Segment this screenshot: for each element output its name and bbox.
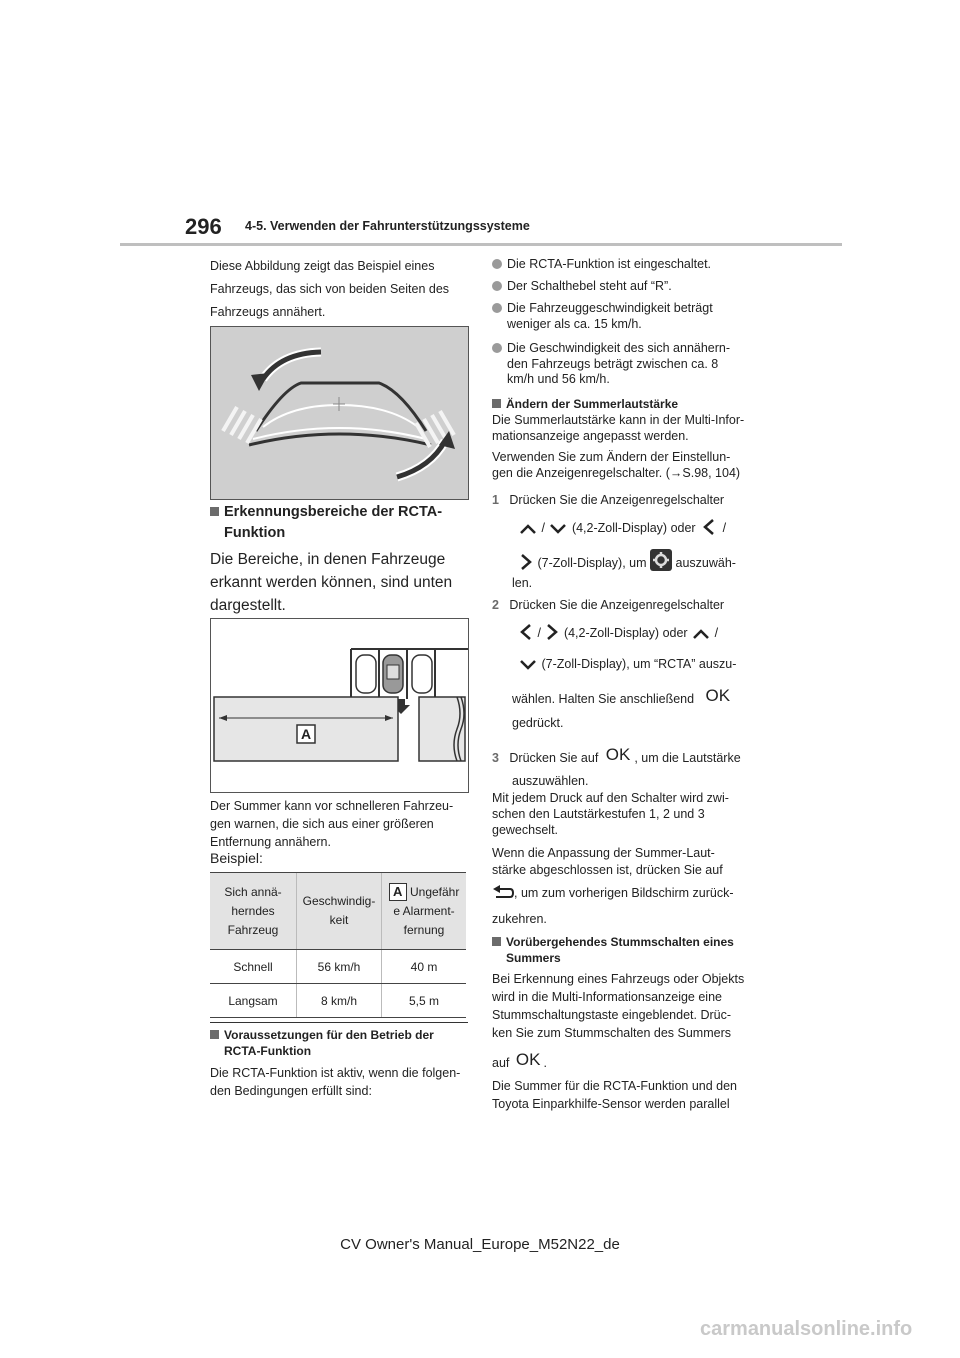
- chevron-right-icon: [518, 553, 534, 571]
- page-number: 296: [185, 214, 222, 239]
- text-line: Fahrzeugs annähert.: [210, 305, 326, 319]
- detection-areas-heading: Erkennungsbereiche der RCTA- Funktion: [210, 502, 472, 544]
- mute-heading: Vorübergehendes Stummschalten eines Summers: [492, 934, 762, 966]
- step-1-line-3: (7-Zoll-Display), um auszuwäh-: [518, 549, 768, 572]
- section-square-icon: [210, 507, 219, 516]
- chevron-up-icon: [518, 522, 538, 536]
- table: [210, 872, 466, 1018]
- alarm-distance-table: [210, 872, 466, 1018]
- step-2-line-3: (7-Zoll-Display), um “RCTA” auszu-: [518, 655, 768, 673]
- detection-area-graphic: [211, 619, 468, 792]
- back-note: , um zum vorherigen Bildschirm zurück-: [492, 884, 762, 902]
- settings-gear-icon: [650, 549, 672, 571]
- bullet-icon: [492, 343, 502, 353]
- back-arrow-icon: [492, 885, 514, 901]
- volume-heading: Ändern der Summerlautstärke: [492, 396, 678, 412]
- rear-view-illustration: [210, 326, 469, 500]
- detection-area-diagram: [210, 618, 469, 793]
- back-note-2: zukehren.: [492, 912, 547, 926]
- label-a-badge: A: [389, 883, 407, 901]
- text-line: Fahrzeugs, das sich von beiden Seiten des: [210, 282, 450, 296]
- ok-button-icon: OK: [705, 686, 731, 705]
- step-3-line-2: auszuwählen.: [512, 774, 589, 788]
- step-2-buttons: / (4,2-Zoll-Display) oder /: [518, 623, 768, 642]
- rear-view-graphic: [211, 327, 468, 499]
- table-header-cell: A Ungefähr e Alarment- fernung: [382, 873, 467, 950]
- step-1-line-4: len.: [512, 576, 533, 590]
- bullet-icon: [492, 259, 502, 269]
- section-title: 4-5. Verwenden der Fahrunterstützungssysteme: [245, 219, 530, 233]
- section-square-icon: [492, 399, 501, 408]
- prerequisites-text: Die RCTA-Funktion ist aktiv, wenn die folgen- den Bedingungen erfüllt sind:: [210, 1066, 461, 1098]
- intro-paragraph: [210, 255, 470, 324]
- detection-areas-text: Die Bereiche, in denen Fahrzeuge erkannt werden können, sind unten dargestellt.: [210, 551, 453, 614]
- section-square-icon: [210, 1030, 219, 1039]
- table-row: Langsam 8 km/h 5,5 m: [210, 984, 466, 1018]
- volume-text: Die Summerlautstärke kann in der Multi-Infor- mationsanzeige angepasst werden.: [492, 413, 745, 443]
- mute-text: Bei Erkennung eines Fahrzeugs oder Objekts wird in die Multi-Informationsanzeige eine Stummschaltungstaste eingeblendet. Drüc- ken Sie zum Stummschalten des Summers: [492, 972, 745, 1040]
- area-label-a: A: [300, 726, 312, 742]
- mute-ok-line: auf OK .: [492, 1050, 547, 1070]
- chevron-down-icon: [548, 522, 568, 536]
- chevron-left-icon: [699, 518, 719, 536]
- header-divider: [120, 243, 842, 246]
- step-2-line-4: wählen. Halten Sie anschließend OK: [512, 686, 731, 706]
- step-2: 2 Drücken Sie die Anzeigenregelschalter: [492, 598, 725, 612]
- text-line: Diese Abbildung zeigt das Beispiel eines: [210, 259, 435, 273]
- step-1-buttons: / (4,2-Zoll-Display) oder /: [518, 518, 768, 537]
- ok-button-icon: OK: [515, 1050, 541, 1069]
- prerequisites-heading: Voraussetzungen für den Betrieb der RCTA-Funktion: [210, 1027, 472, 1059]
- section-square-icon: [492, 937, 501, 946]
- manual-id-footer: CV Owner's Manual_Europe_M52N22_de: [340, 1236, 620, 1253]
- volume-text-2: Verwenden Sie zum Ändern der Einstellun- gen die Anzeigenregelschalter. (→S.98, 104): [492, 450, 741, 480]
- table-row: Schnell 56 km/h 40 m: [210, 950, 466, 984]
- finish-note: Wenn die Anpassung der Summer-Laut- stärke abgeschlossen ist, drücken Sie auf: [492, 846, 723, 877]
- ok-button-icon: OK: [605, 745, 631, 764]
- table-header-row: [210, 873, 466, 950]
- buzzer-note: Der Summer kann vor schnelleren Fahrzeu- gen warnen, die sich aus einer größeren Entfernung annähern.: [210, 799, 454, 849]
- bullet-icon: [492, 281, 502, 291]
- chevron-right-icon: [544, 623, 560, 641]
- example-label: Beispiel:: [210, 850, 263, 866]
- divider: [210, 1022, 468, 1023]
- chevron-left-icon: [518, 623, 534, 641]
- step-2-line-5: gedrückt.: [512, 716, 564, 730]
- table-header-cell: Sich annä- herndes Fahrzeug: [210, 873, 297, 950]
- chevron-up-icon: [691, 627, 711, 641]
- bullet-icon: [492, 303, 502, 313]
- press-note: Mit jedem Druck auf den Schalter wird zwi- schen den Lautstärkestufen 1, 2 und 3 gewechselt.: [492, 791, 729, 837]
- step-3: 3 Drücken Sie auf OK , um die Lautstärke: [492, 745, 741, 765]
- chevron-down-icon: [518, 658, 538, 672]
- step-1: 1 Drücken Sie die Anzeigenregelschalter: [492, 493, 725, 507]
- table-header-cell: Geschwindig- keit: [297, 873, 382, 950]
- watermark: carmanualsonline.info: [700, 1318, 913, 1340]
- parallel-note: Die Summer für die RCTA-Funktion und den Toyota Einparkhilfe-Sensor werden parallel: [492, 1079, 738, 1111]
